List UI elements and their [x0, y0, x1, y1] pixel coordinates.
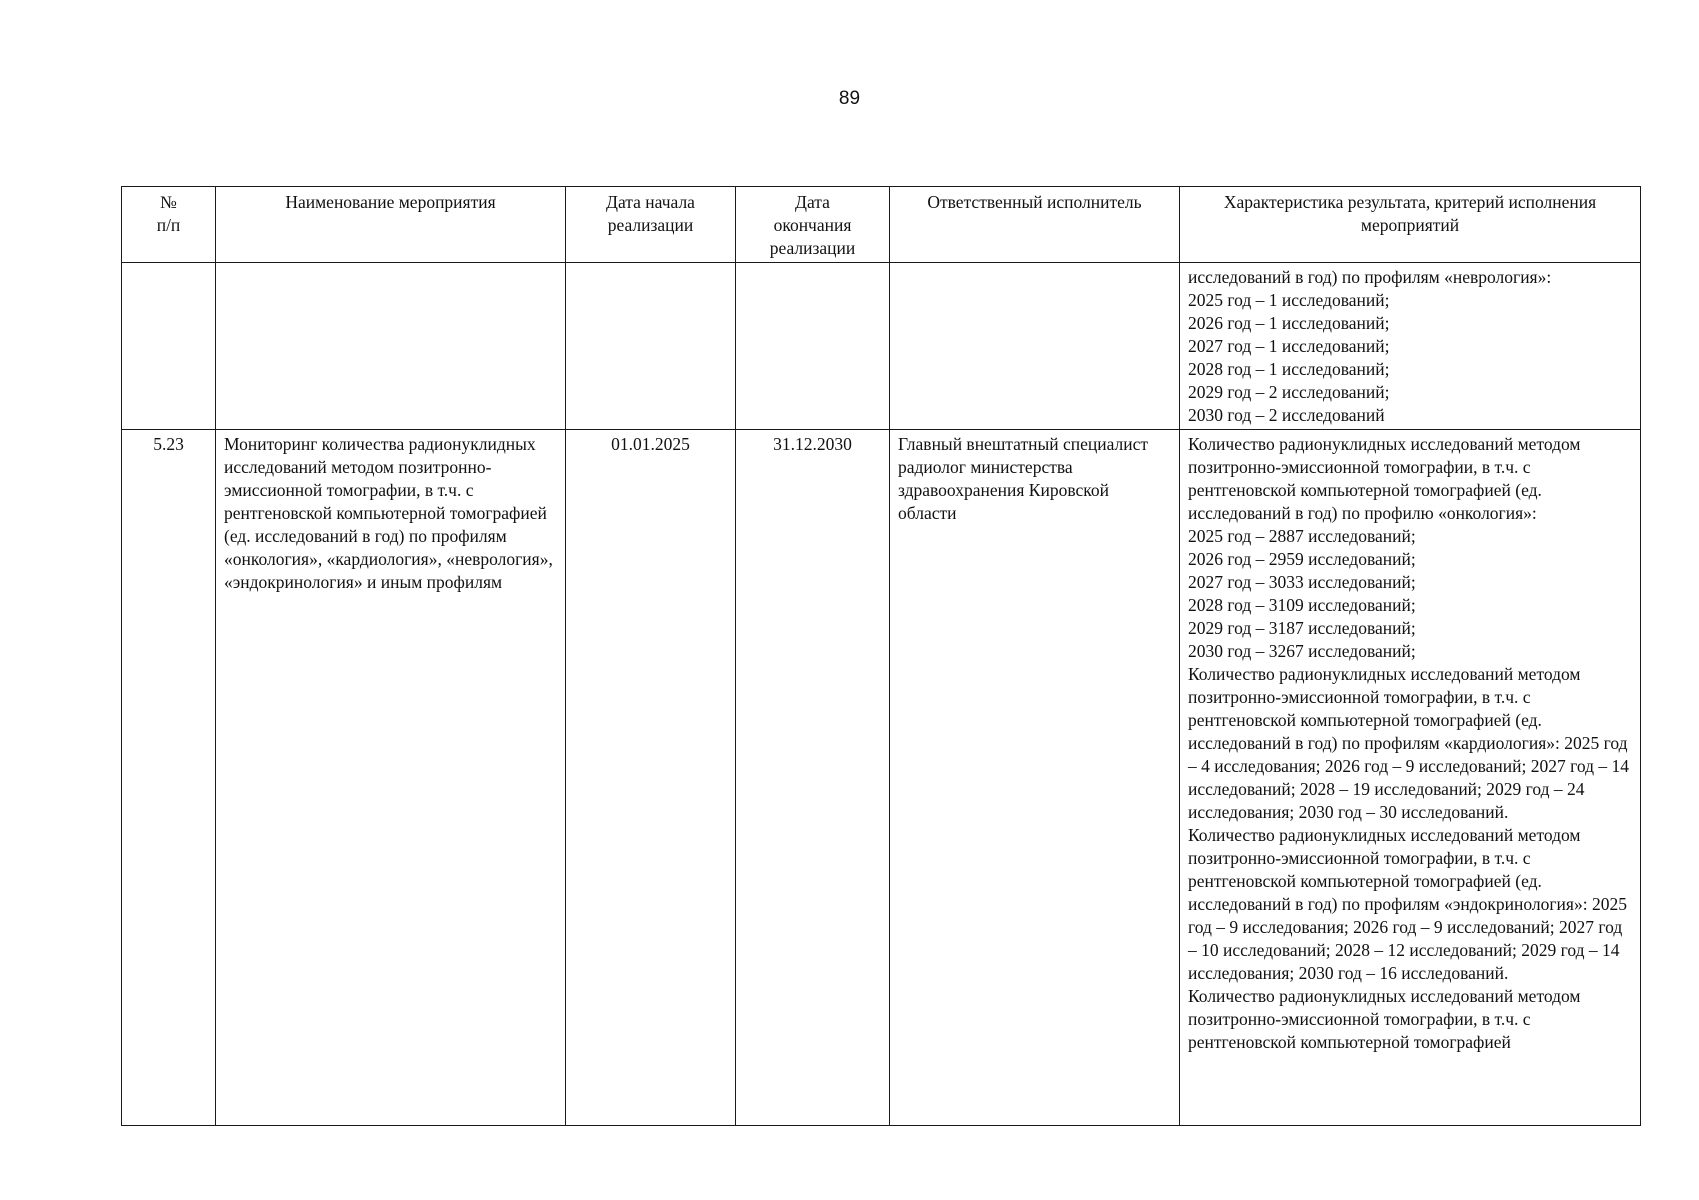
- cell-responsible: [890, 263, 1180, 430]
- cell-name: Мониторинг количества радионуклидных исследований методом позитронно-эмиссионной томографии, в т.ч. с рентгеновской компьютерной томографией (ед. исследований в год) по профилям «онкология», «кардиология», «неврология», «эндокринология» и иным профилям: [216, 430, 566, 1126]
- cell-start-date: 01.01.2025: [566, 430, 736, 1126]
- cell-number: 5.23: [122, 430, 216, 1126]
- cell-number: [122, 263, 216, 430]
- cell-result: исследований в год) по профилям «неврология»: 2025 год – 1 исследований; 2026 год – 1 исследований; 2027 год – 1 исследований; 2028 год – 1 исследований; 2029 год – 2 исследований; 2030 год – 2 исследований: [1180, 263, 1641, 430]
- page-number: 89: [838, 88, 861, 109]
- header-responsible: Ответственный исполнитель: [890, 187, 1180, 263]
- header-start-date: Дата начала реализации: [566, 187, 736, 263]
- table-row: [122, 430, 1641, 1126]
- cell-responsible: Главный внештатный специалист радиолог министерства здравоохранения Кировской области: [890, 430, 1180, 1126]
- header-number: № п/п: [122, 187, 216, 263]
- table-row: [122, 263, 1641, 430]
- cell-name: [216, 263, 566, 430]
- header-end-date: Дата окончания реализации: [736, 187, 890, 263]
- header-name: Наименование мероприятия: [216, 187, 566, 263]
- cell-end-date: [736, 263, 890, 430]
- measures-table: [121, 186, 1641, 1126]
- cell-end-date: 31.12.2030: [736, 430, 890, 1126]
- header-result: Характеристика результата, критерий исполнения мероприятий: [1180, 187, 1641, 263]
- cell-result: Количество радионуклидных исследований методом позитронно-эмиссионной томографии, в т.ч. с рентгеновской компьютерной томографией (ед. исследований в год) по профилю «онкология»: 2025 год – 2887 исследований; 2026 год – 2959 исследований; 2027 год – 3033 исследований; 2028 год – 3109 исследований; 2029 год – 3187 исследований; 2030 год – 3267 исследований; Количество радионуклидных исследований методом позитронно-эмиссионной томографии, в т.ч. с рентгеновской компьютерной томографией (ед. исследований в год) по профилям «кардиология»: 2025 год – 4 исследования; 2026 год – 9 исследований; 2027 год – 14 исследований; 2028 – 19 исследований; 2029 год – 24 исследования; 2030 год – 30 исследований. Количество радионуклидных исследований методом позитронно-эмиссионной томографии, в т.ч. с рентгеновской компьютерной томографией (ед. исследований в год) по профилям «эндокринология»: 2025 год – 9 исследования; 2026 год – 9 исследований; 2027 год – 10 исследований; 2028 – 12 исследований; 2029 год – 14 исследования; 2030 год – 16 исследований. Количество радионуклидных исследований методом позитронно-эмиссионной томографии, в т.ч. с рентгеновской компьютерной томографией: [1180, 430, 1641, 1126]
- cell-start-date: [566, 263, 736, 430]
- table-header-row: [122, 187, 1641, 263]
